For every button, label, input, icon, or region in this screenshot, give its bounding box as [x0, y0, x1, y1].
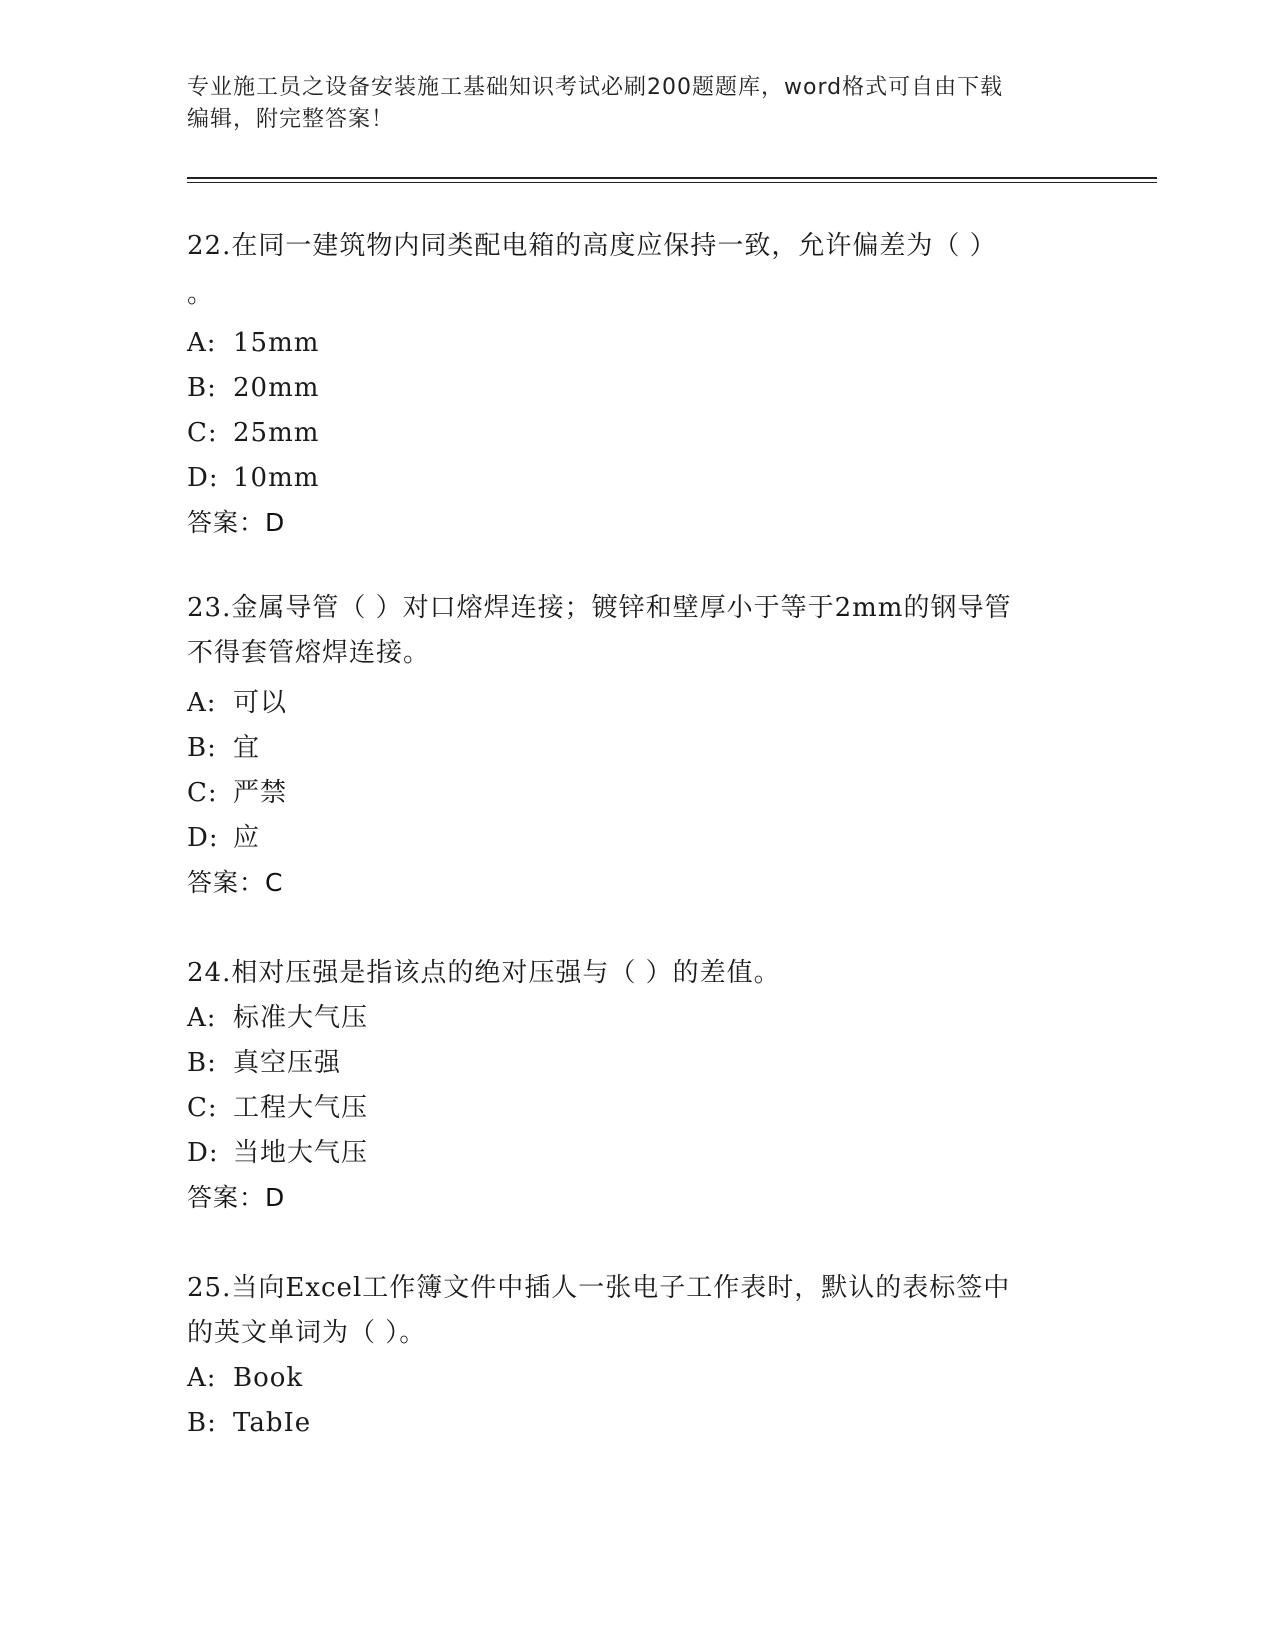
option-letter: C: [187, 1093, 218, 1123]
question-23-option-c [187, 777, 287, 809]
option-text: 严禁 [233, 778, 288, 808]
option-letter: D: [187, 463, 219, 493]
question-24-stem-line-1: 24.相对压强是指该点的绝对压强与（ ）的差值。 [187, 958, 781, 988]
option-text: 宜 [233, 733, 261, 763]
option-letter: B: [187, 1408, 217, 1438]
option-text: 15mm [233, 328, 320, 358]
option-letter: A: [187, 328, 217, 358]
question-22-option-a [187, 327, 319, 359]
option-text: TabIe [233, 1408, 312, 1438]
question-24-option-a [187, 1002, 368, 1034]
question-23-option-b [187, 732, 260, 764]
header-line-1: 专业施工员之设备安装施工基础知识考试必刷200题题库，word格式可自由下载 [187, 75, 1004, 100]
question-23-option-a [187, 687, 287, 719]
question-25-stem-line-1: 25.当向Excel工作簿文件中插人一张电子工作表时，默认的表标签中 [187, 1273, 1011, 1303]
question-23-option-d [187, 822, 260, 854]
header-line-2: 编辑，附完整答案！ [187, 107, 395, 132]
option-letter: A: [187, 1003, 217, 1033]
option-letter: C: [187, 418, 218, 448]
option-text: 25mm [233, 418, 320, 448]
question-22-stem-line-2: 。 [187, 279, 215, 309]
document-header [187, 72, 1087, 136]
question-23-stem-line-1: 23.金属导管（ ）对口熔焊连接；镀锌和壁厚小于等于2mm的钢导管 [187, 593, 1012, 623]
question-22-option-c [187, 417, 319, 449]
option-text: 20mm [233, 373, 320, 403]
option-text: 真空压强 [233, 1048, 342, 1078]
header-divider-thin [187, 182, 1157, 183]
question-25-stem-line-2: 的英文单词为（ ）。 [187, 1318, 427, 1348]
option-text: Book [233, 1363, 304, 1393]
option-letter: B: [187, 1048, 217, 1078]
question-23-stem-line-2: 不得套管熔焊连接。 [187, 638, 431, 668]
question-24-option-b [187, 1047, 341, 1079]
option-letter: D: [187, 1138, 219, 1168]
question-22-option-d [187, 462, 319, 494]
question-22-option-b [187, 372, 319, 404]
option-text: 10mm [233, 463, 320, 493]
option-text: 工程大气压 [233, 1093, 369, 1123]
question-25-option-a [187, 1362, 303, 1394]
header-divider [187, 177, 1157, 179]
option-letter: C: [187, 778, 218, 808]
option-letter: A: [187, 1363, 217, 1393]
option-letter: B: [187, 373, 217, 403]
question-24-option-c [187, 1092, 368, 1124]
question-22-answer: 答案：D [187, 508, 286, 537]
question-24-answer: 答案：D [187, 1183, 286, 1212]
option-text: 标准大气压 [233, 1003, 369, 1033]
question-24-option-d [187, 1137, 368, 1169]
option-text: 应 [233, 823, 261, 853]
option-text: 当地大气压 [233, 1138, 369, 1168]
question-25-option-b [187, 1407, 311, 1439]
question-22-stem-line-1: 22.在同一建筑物内同类配电箱的高度应保持一致，允许偏差为（ ） [187, 231, 997, 261]
option-letter: B: [187, 733, 217, 763]
option-letter: D: [187, 823, 219, 853]
question-23-answer: 答案：C [187, 868, 284, 897]
option-text: 可以 [233, 688, 288, 718]
option-letter: A: [187, 688, 217, 718]
